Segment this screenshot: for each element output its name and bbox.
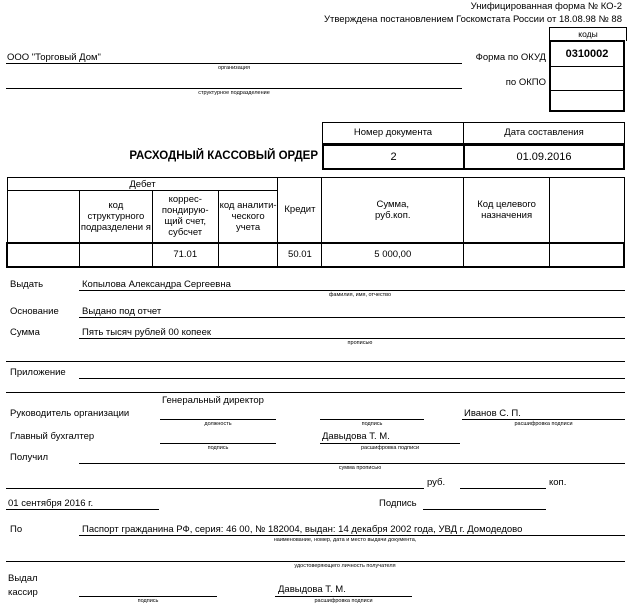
- by-label: По: [10, 524, 23, 535]
- okpo-label: по ОКПО: [505, 77, 546, 88]
- doc-header-row: [322, 122, 625, 144]
- sum-caption: прописью: [347, 340, 373, 346]
- id-document[interactable]: Паспорт гражданина РФ, серия: 46 00, № 182004, выдан: 14 декабря 2002 года, УВД г. Домодедово: [82, 524, 523, 535]
- okud-label: Форма по ОКУД: [475, 52, 546, 63]
- col-debit-blank: [7, 191, 79, 243]
- okud-value: 0310002: [551, 42, 623, 67]
- accountant-label: Главный бухгалтер: [10, 431, 95, 442]
- accounting-table: [6, 177, 625, 268]
- issue-caption: фамилия, имя, отчество: [328, 292, 392, 298]
- received-label: Получил: [10, 452, 48, 463]
- accountant-name[interactable]: Давыдова Т. М.: [322, 431, 390, 442]
- cell-corr-account[interactable]: 71.01: [152, 243, 218, 267]
- cell-sum[interactable]: 5 000,00: [322, 243, 464, 267]
- cashier-label-1: Выдал: [8, 573, 38, 584]
- cashier-name[interactable]: Давыдова Т. М.: [278, 584, 346, 595]
- cell-division-code[interactable]: [79, 243, 152, 267]
- cashier-label-2: кассир: [8, 587, 38, 598]
- issue-label: Выдать: [10, 279, 44, 290]
- cell-analytic-code[interactable]: [218, 243, 278, 267]
- col-analytic-code: код аналити-ческого учета: [218, 191, 278, 243]
- kop-label: коп.: [549, 477, 567, 488]
- accountant-signature-caption: подпись: [207, 445, 229, 451]
- position-caption: должность: [204, 421, 232, 427]
- codes-header: коды: [549, 27, 627, 41]
- organization-name[interactable]: ООО "Торговый Дом": [7, 52, 101, 63]
- cell-purpose-code[interactable]: [464, 243, 550, 267]
- doc-values-row: [322, 144, 625, 170]
- receipt-date[interactable]: 01 сентября 2016 г.: [8, 498, 94, 509]
- sum-value[interactable]: Пять тысяч рублей 00 копеек: [82, 327, 212, 338]
- okpo-value: [551, 67, 623, 91]
- accountant-decoding-caption: расшифровка подписи: [360, 445, 420, 451]
- rub-label: руб.: [427, 477, 446, 488]
- attachment-label: Приложение: [10, 367, 66, 378]
- sum-words-caption: сумма прописью: [338, 465, 382, 471]
- cell-debit-blank[interactable]: [7, 243, 79, 267]
- form-name: Унифицированная форма № КО-2: [470, 1, 622, 12]
- division-caption: структурное подразделение: [198, 90, 270, 96]
- issue-value[interactable]: Копылова Александра Сергеевна: [82, 279, 231, 290]
- cashier-signature-caption: подпись: [137, 598, 159, 604]
- codes-box: [549, 40, 625, 112]
- cashier-decoding-caption: расшифровка подписи: [314, 598, 373, 604]
- doc-number-label: Номер документа: [323, 123, 464, 143]
- sum-label: Сумма: [10, 327, 40, 338]
- id-caption-2: удостоверяющего личность получателя: [294, 563, 396, 569]
- basis-value[interactable]: Выдано под отчет: [82, 306, 162, 317]
- organization-caption: организация: [218, 65, 250, 71]
- document-title: РАСХОДНЫЙ КАССОВЫЙ ОРДЕР: [129, 150, 318, 162]
- col-division-code: код структурного подразделени я: [79, 191, 152, 243]
- table-row: [7, 243, 624, 267]
- col-extra: [550, 178, 624, 243]
- col-corr-account: коррес-пондирую-щий счет, субсчет: [152, 191, 218, 243]
- extra-code-value: [551, 91, 623, 112]
- cell-credit[interactable]: 50.01: [278, 243, 322, 267]
- debit-header: Дебет: [7, 178, 278, 191]
- head-label: Руководитель организации: [10, 408, 130, 419]
- head-name[interactable]: Иванов С. П.: [464, 408, 521, 419]
- doc-date-label: Дата составления: [504, 127, 584, 138]
- recipient-signature-label: Подпись: [379, 498, 417, 509]
- doc-number[interactable]: 2: [324, 146, 465, 168]
- col-credit: Кредит: [278, 178, 322, 243]
- col-purpose-code: Код целевого назначения: [464, 178, 550, 243]
- col-sum: Сумма, руб.коп.: [322, 178, 464, 243]
- id-caption-1: наименование, номер, дата и место выдачи документа,: [273, 537, 417, 543]
- head-decoding-caption: расшифровка подписи: [514, 421, 573, 427]
- head-position[interactable]: Генеральный директор: [162, 395, 264, 406]
- head-signature-caption: подпись: [361, 421, 383, 427]
- doc-date[interactable]: 01.09.2016: [516, 151, 572, 163]
- cell-extra[interactable]: [550, 243, 624, 267]
- basis-label: Основание: [10, 306, 59, 317]
- approval-note: Утверждена постановлением Госкомстата России от 18.08.98 № 88: [323, 14, 622, 25]
